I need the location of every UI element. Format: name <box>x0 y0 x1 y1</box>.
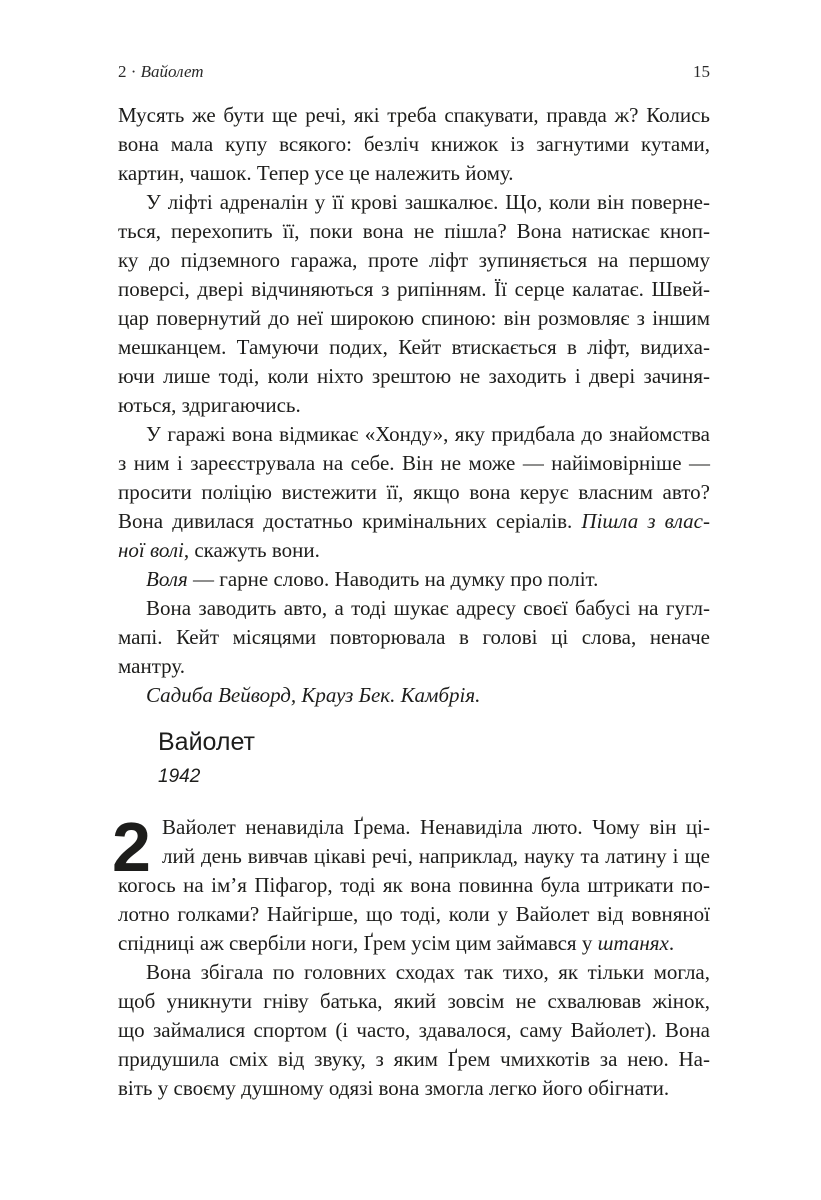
chapter-number: 2 <box>118 62 127 81</box>
text-line: мешканцем. Тамуючи подих, Кейт втискається в ліфт, видиха- <box>118 335 710 359</box>
text-line: Мусять же бути ще речі, які треба спакувати, правда ж? Колись <box>118 103 710 127</box>
italic-span: Воля <box>146 567 188 591</box>
text-line <box>118 681 710 710</box>
text-line: з ним і зареєструвала на себе. Він не може — найімовірніше — <box>118 451 710 475</box>
text-line: Вона збігала по головних сходах так тихо, як тільки могла, <box>146 960 710 984</box>
text-span: Вона дивилася достатньо кримінальних серіалів. <box>118 509 573 533</box>
text-span: , скажуть вони. <box>183 538 320 562</box>
italic-span: Садиба Вейворд, Крауз Бек. Камбрія. <box>146 683 481 707</box>
text-line: лотно голками? Найгірше, що тоді, коли у Вайолет від вовняної <box>118 902 710 926</box>
text-line: придушила сміх від звуку, з яким Ґрем чмихкотів за нею. На- <box>118 1047 710 1071</box>
text-line: що займалися спортом (і часто, здавалося, саму Вайолет). Вона <box>118 1018 710 1042</box>
text-line: ючи лише тоді, коли ніхто зрештою не заходить і двері зачиня- <box>118 364 710 388</box>
text-line: ку до підземного гаража, проте ліфт зупиняється на першому <box>118 248 710 272</box>
text-line: Вайолет ненавиділа Ґрема. Ненавиділа люто. Чому він ці- <box>162 815 710 839</box>
page-number: 15 <box>693 62 710 81</box>
text-line: щоб уникнути гніву батька, який зовсім не схвалював жінок, <box>118 989 710 1013</box>
text-span: спідниці аж свербіли ноги, Ґрем усім цим займався у <box>118 931 598 955</box>
chapter-name: Вайолет <box>140 62 204 81</box>
text-line <box>118 507 710 536</box>
running-head-chapter <box>118 62 204 82</box>
text-line: мапі. Кейт місяцями повторювала в голові ці слова, неначе мантру. <box>118 625 710 678</box>
text-span: — гарне слово. Наводить на думку про політ. <box>187 567 599 591</box>
text-line: ються, здригаючись. <box>118 393 301 417</box>
body-text-top <box>118 101 710 710</box>
text-line: Вона заводить авто, а тоді шукає адресу своєї бабусі на гугл- <box>146 596 710 620</box>
text-span: . <box>668 931 675 955</box>
text-line: просити поліцію вистежити її, якщо вона керує власним авто? <box>118 480 710 504</box>
text-line: картин, чашок. Тепер усе це належить йому. <box>118 161 514 185</box>
running-head <box>118 62 710 86</box>
chapter-heading: Вайолет <box>158 728 256 756</box>
text-line: когось на ім’я Піфагор, тоді як вона повинна була штрикати по- <box>118 873 710 897</box>
body-text-bottom <box>118 813 710 1103</box>
italic-span: Пішла з влас- <box>581 509 710 533</box>
italic-span: ної волі <box>118 538 184 562</box>
text-line: У гаражі вона відмикає «Хонду», яку придбала до знайомства <box>146 422 710 446</box>
drop-cap: 2 <box>112 808 151 886</box>
text-line: віть у своєму душному одязі вона змогла легко його обігнати. <box>118 1076 670 1100</box>
text-line <box>118 536 710 565</box>
italic-span: штанях <box>597 931 669 955</box>
chapter-year: 1942 <box>158 766 201 787</box>
text-line: лий день вивчав цікаві речі, наприклад, науку та латину і ще <box>162 844 710 868</box>
text-line: ться, перехопить її, поки вона не пішла? Вона натискає кноп- <box>118 219 710 243</box>
text-line: У ліфті адреналін у її крові зашкалює. Що, коли він поверне- <box>146 190 710 214</box>
text-line <box>118 565 710 594</box>
text-line: поверсі, двері відчиняються з рипінням. Її серце калатає. Швей- <box>118 277 710 301</box>
text-line: цар повернутий до неї широкою спиною: він розмовляє з іншим <box>118 306 710 330</box>
text-line: вона мала купу всякого: безліч книжок із загнутими кутами, <box>118 132 710 156</box>
text-line <box>118 929 710 958</box>
header-separator: · <box>130 62 137 81</box>
